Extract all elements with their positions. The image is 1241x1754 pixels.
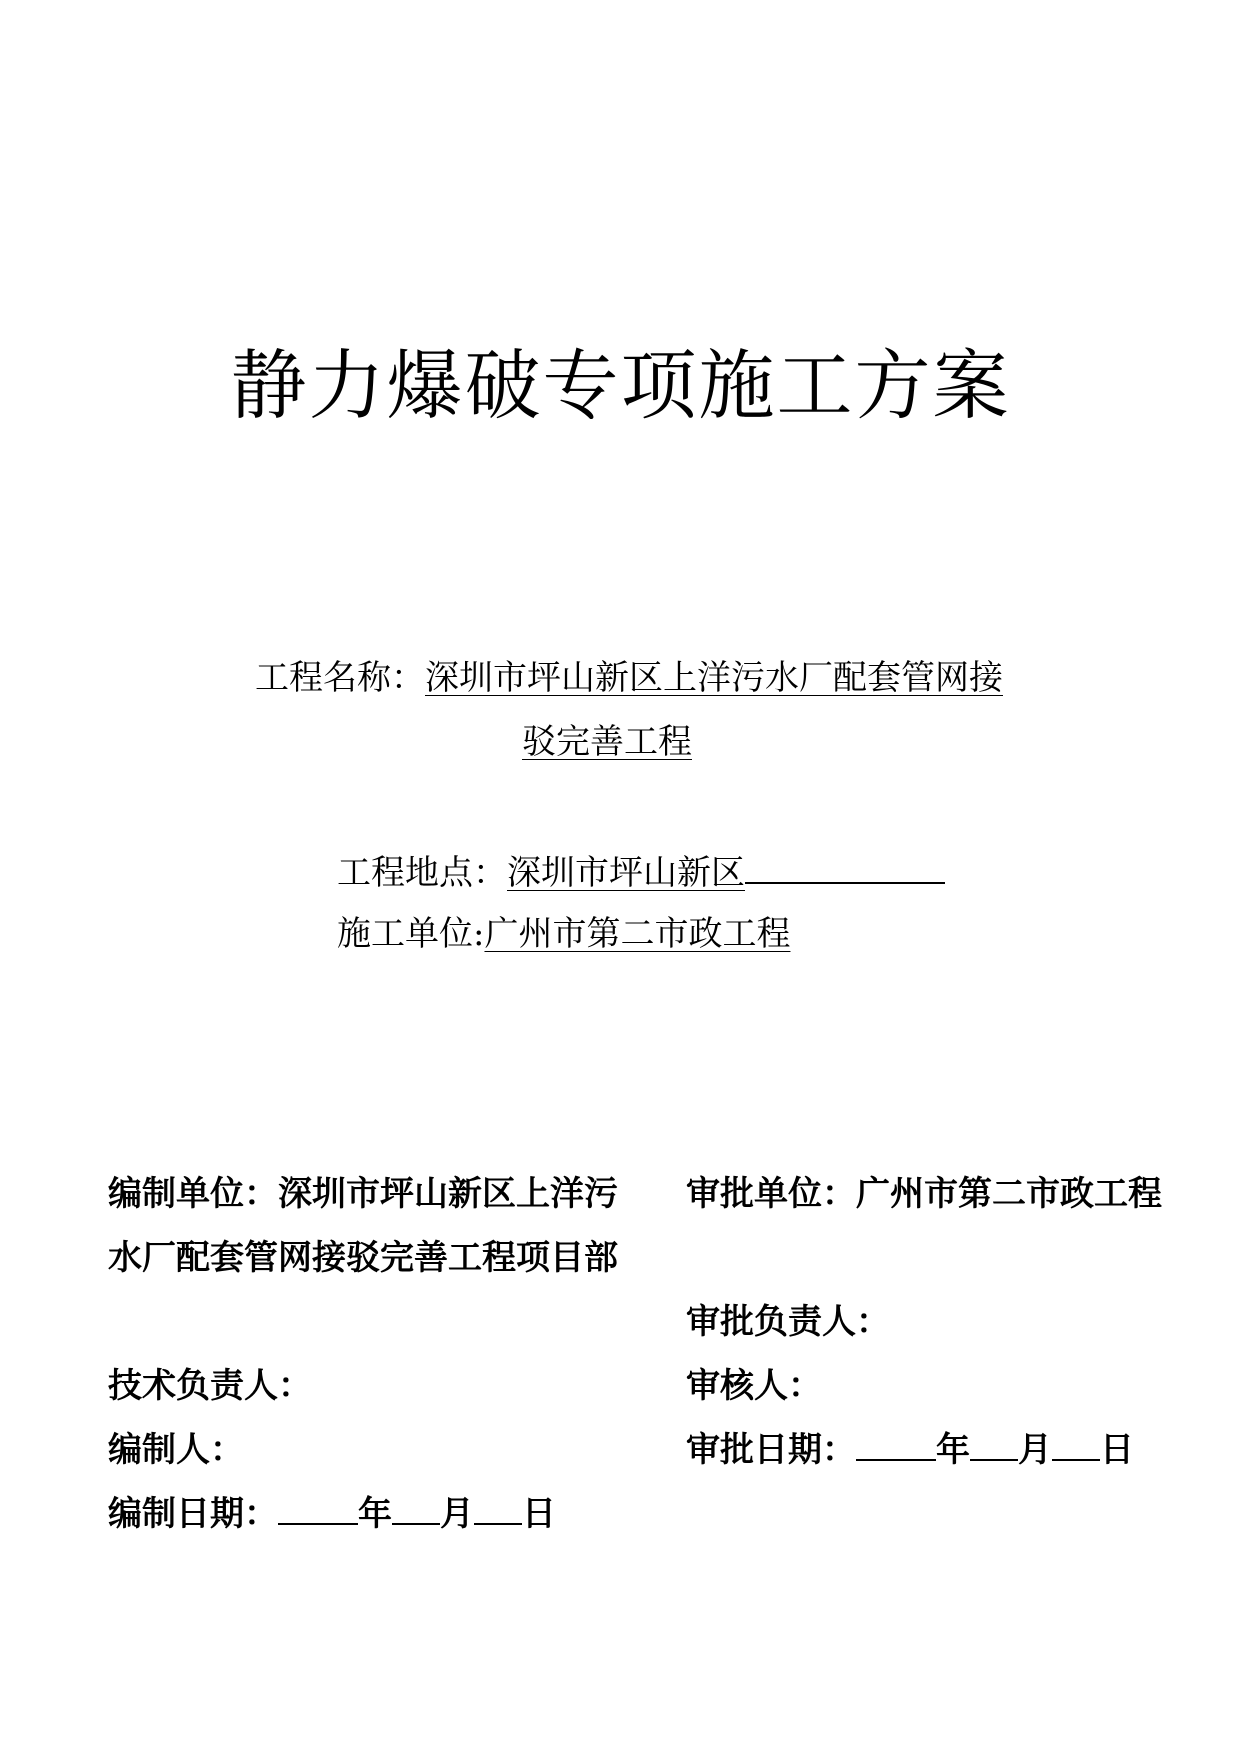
approval-date-label: 审批日期： [686, 1430, 856, 1470]
compile-month-blank [392, 1493, 440, 1525]
compile-day-blank [474, 1493, 522, 1525]
contractor-label: 施工单位: [337, 914, 485, 954]
contractor-row [337, 912, 790, 956]
compile-day-label: 日 [522, 1494, 556, 1534]
document-title: 静力爆破专项施工方案 [230, 341, 1011, 430]
compiler-unit-continuation [108, 1236, 618, 1280]
approval-date-row [686, 1428, 1134, 1472]
approval-year-blank [856, 1429, 936, 1461]
location-blank-line [745, 848, 945, 884]
approval-lead-row [686, 1300, 890, 1344]
approval-lead-label: 审批负责人： [686, 1302, 890, 1342]
approval-unit-row [686, 1172, 1162, 1216]
compile-date-label: 编制日期： [108, 1494, 278, 1534]
project-name-continuation [522, 720, 692, 764]
compile-year-blank [278, 1493, 358, 1525]
project-name-label: 工程名称： [255, 658, 425, 698]
compile-date-row [108, 1492, 556, 1536]
reviewer-row [686, 1364, 822, 1408]
compile-month-label: 月 [440, 1494, 474, 1534]
project-location-label: 工程地点： [337, 853, 507, 893]
reviewer-label: 审核人： [686, 1366, 822, 1406]
project-location-row [337, 848, 945, 895]
contractor-value: 广州市第二市政工程 [484, 914, 791, 954]
approval-year-label: 年 [936, 1430, 970, 1470]
project-location-value: 深圳市坪山新区 [507, 853, 745, 893]
compiler-unit-value-line2: 水厂配套管网接驳完善工程项目部 [108, 1238, 618, 1278]
approval-day-blank [1052, 1429, 1100, 1461]
project-name-value-line2: 驳完善工程 [522, 722, 692, 762]
project-name-row [255, 656, 1003, 700]
approval-month-blank [970, 1429, 1018, 1461]
tech-lead-label: 技术负责人： [108, 1366, 312, 1406]
approval-unit-value: 广州市第二市政工程 [856, 1174, 1162, 1214]
approval-month-label: 月 [1018, 1430, 1052, 1470]
compiler-unit-value-line1: 深圳市坪山新区上洋污 [278, 1174, 618, 1214]
project-name-value-line1: 深圳市坪山新区上洋污水厂配套管网接 [425, 658, 1003, 698]
compiler-row [108, 1428, 244, 1472]
compiler-label: 编制人： [108, 1430, 244, 1470]
approval-day-label: 日 [1100, 1430, 1134, 1470]
compiler-unit-row [108, 1172, 618, 1216]
compiler-unit-label: 编制单位： [108, 1174, 278, 1214]
approval-unit-label: 审批单位： [686, 1174, 856, 1214]
compile-year-label: 年 [358, 1494, 392, 1534]
tech-lead-row [108, 1364, 312, 1408]
